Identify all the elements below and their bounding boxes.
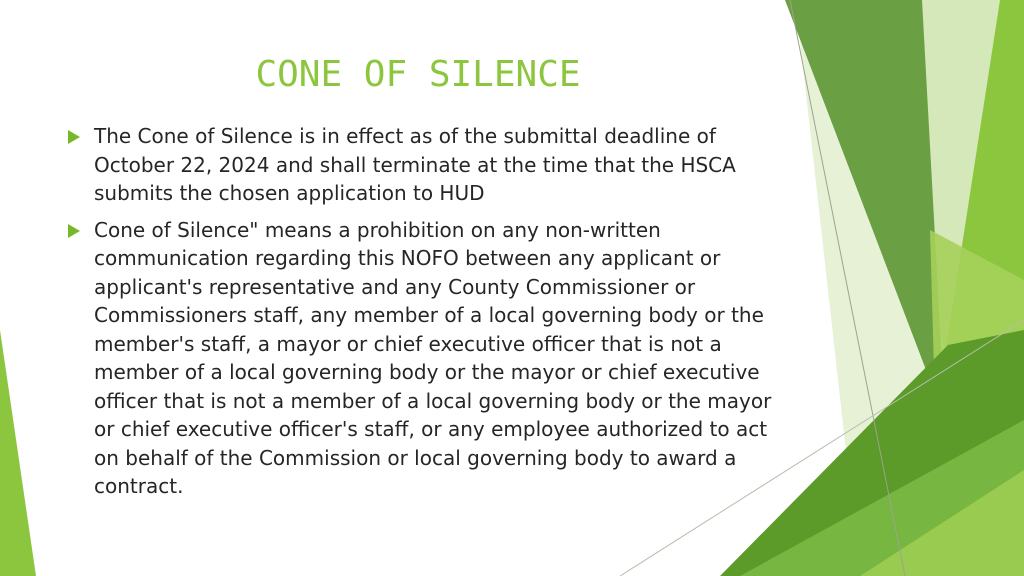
bullet-list [64,122,774,501]
slide-title: CONE OF SILENCE [255,54,581,95]
left-edge-facet [0,330,36,576]
triangle-bullet-icon [68,130,80,144]
bullet-item [64,216,774,501]
bullet-text: The Cone of Silence is in effect as of the submittal deadline of October 22, 2024 and shall terminate at the time that the HSCA submits the chosen application to HUD [94,124,736,205]
bullet-text: Cone of Silence" means a prohibition on any non-written communication regarding this NOFO between any applicant or applicant's representative and any County Commissioner or Commissioners staff, any member of a local governing body or the member's staff, a mayor or chief executive officer that is not a member of a local governing body or the mayor or chief executive officer that is not a member of a local governing body or the mayor or chief executive officer's staff, or any employee authorized to act on behalf of the Commission or local governing body to award a contract. [94,217,772,498]
triangle-bullet-icon [68,224,80,238]
bullet-item [64,122,774,208]
